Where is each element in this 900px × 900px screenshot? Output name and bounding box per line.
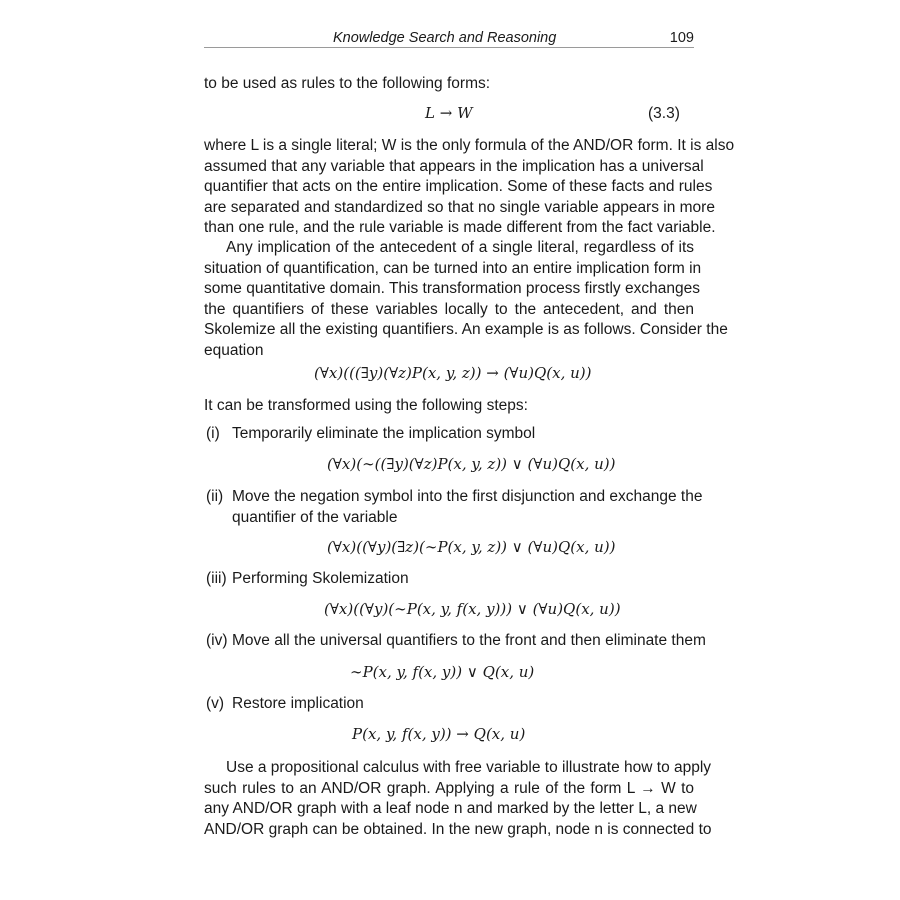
text-line: such rules to an AND/OR graph. Applying a rule of the form L → W to bbox=[204, 779, 694, 797]
step-numeral: (v) bbox=[206, 695, 225, 712]
text-line: It can be transformed using the following steps: bbox=[204, 397, 528, 414]
text-line: to be used as rules to the following forms: bbox=[204, 75, 491, 92]
text-line: than one rule, and the rule variable is made different from the fact variable. bbox=[204, 219, 716, 236]
text-line: Skolemize all the existing quantifiers. An example is as follows. Consider the bbox=[204, 321, 728, 338]
step-numeral: (iv) bbox=[206, 632, 228, 649]
text-line: are separated and standardized so that no single variable appears in more bbox=[204, 198, 715, 216]
step-numeral: (iii) bbox=[206, 570, 227, 587]
text-line: AND/OR graph can be obtained. In the new graph, node n is connected to bbox=[204, 820, 712, 838]
text-line: assumed that any variable that appears in the implication has a universal bbox=[204, 157, 704, 175]
text-line: Any implication of the antecedent of a single literal, regardless of its bbox=[226, 239, 694, 256]
running-head bbox=[204, 29, 694, 49]
text-line: the quantifiers of these variables locally to the antecedent, and then bbox=[204, 300, 694, 318]
step-ii-formula: (∀x)((∀y)(∃z)(∼P(x, y, z)) ∨ (∀u)Q(x, u)) bbox=[327, 538, 616, 556]
step-i-formula: (∀x)(∼((∃y)(∀z)P(x, y, z)) ∨ (∀u)Q(x, u)) bbox=[327, 455, 616, 473]
step-text: Temporarily eliminate the implication symbol bbox=[232, 425, 536, 442]
paragraph-3 bbox=[204, 758, 712, 840]
text-line: equation bbox=[204, 341, 264, 359]
transform-intro bbox=[204, 396, 694, 417]
equation-number: (3.3) bbox=[648, 105, 680, 122]
step-iv-formula: ∼P(x, y, f(x, y)) ∨ Q(x, u) bbox=[350, 663, 535, 681]
intro-text bbox=[204, 74, 694, 95]
example-equation: (∀x)(((∃y)(∀z)P(x, y, z)) → (∀u)Q(x, u)) bbox=[314, 364, 592, 382]
step-iii-formula: (∀x)((∀y)(∼P(x, y, f(x, y))) ∨ (∀u)Q(x, u)) bbox=[324, 600, 621, 618]
header-rule bbox=[204, 47, 694, 48]
step-text: Restore implication bbox=[232, 695, 364, 712]
text-line: where L is a single literal; W is the only formula of the AND/OR form. It is also bbox=[204, 137, 735, 154]
page-number: 109 bbox=[669, 30, 694, 46]
text-line: situation of quantification, can be turned into an entire implication form in bbox=[204, 259, 702, 277]
step-numeral: (i) bbox=[206, 425, 220, 442]
step-text: Move all the universal quantifiers to the front and then eliminate them bbox=[232, 632, 706, 649]
paragraph-1 bbox=[204, 136, 735, 239]
text-line: quantifier that acts on the entire implication. Some of these facts and rules bbox=[204, 178, 713, 195]
step-text: quantifier of the variable bbox=[232, 508, 398, 526]
text-line: any AND/OR graph with a leaf node n and marked by the letter L, a new bbox=[204, 800, 697, 817]
step-text: Move the negation symbol into the first disjunction and exchange the bbox=[232, 488, 703, 505]
step-v-formula: P(x, y, f(x, y)) → Q(x, u) bbox=[352, 725, 526, 743]
step-numeral: (ii) bbox=[206, 488, 224, 505]
step-text: Performing Skolemization bbox=[232, 570, 409, 587]
running-title: Knowledge Search and Reasoning bbox=[333, 30, 557, 46]
equation-3-3: L → W bbox=[425, 104, 473, 122]
paragraph-2 bbox=[204, 238, 728, 361]
text-line: Use a propositional calculus with free variable to illustrate how to apply bbox=[226, 759, 712, 776]
text-line: some quantitative domain. This transformation process firstly exchanges bbox=[204, 280, 700, 297]
